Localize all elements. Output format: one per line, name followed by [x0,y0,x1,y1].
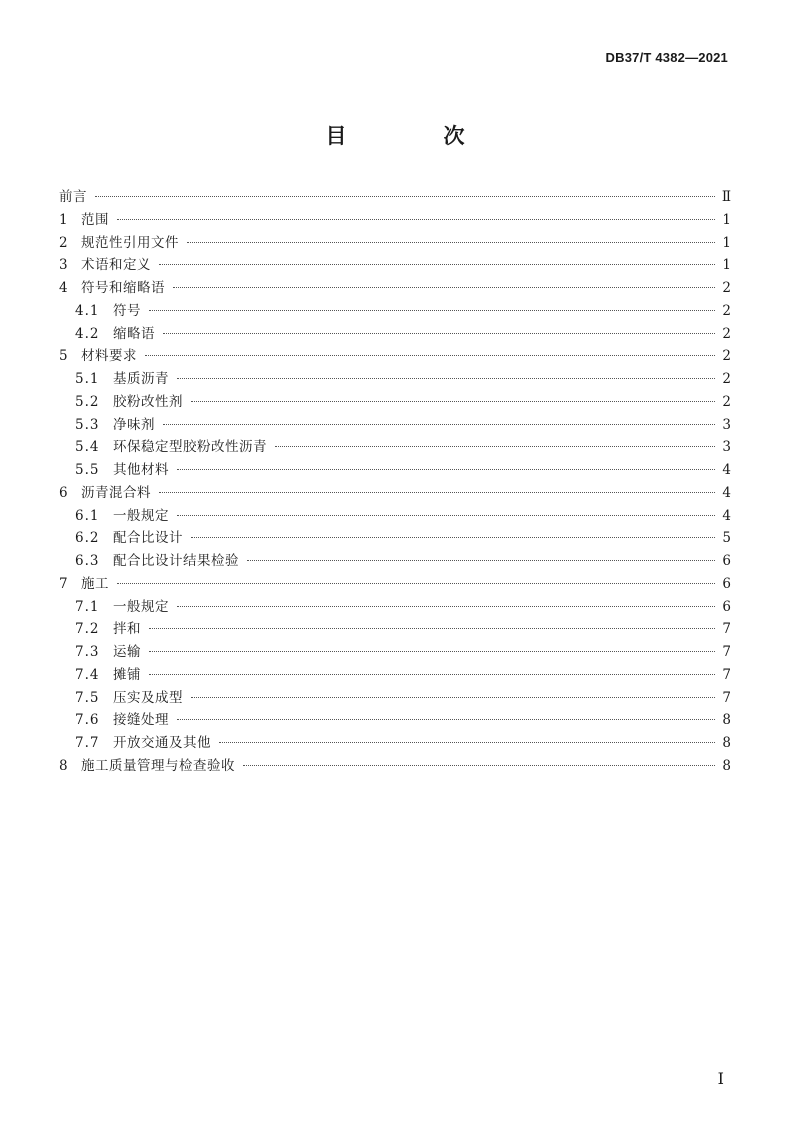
toc-entry-label: 符号和缩略语 [81,280,165,296]
toc-entry-label: 规范性引用文件 [81,234,179,251]
toc-dot-leader [243,765,715,766]
toc-entry-label: 净味剂 [113,416,155,433]
toc-entry[interactable] [59,505,731,528]
toc-entry-number: 7.7 [75,735,100,751]
toc-entry[interactable] [59,596,731,619]
toc-dot-leader [149,310,715,311]
toc-entry[interactable] [59,664,731,687]
toc-entry-page: 7 [722,621,731,638]
toc-entry-number: 5 [59,348,68,365]
toc-dot-leader [219,742,715,743]
toc-entry-page: 6 [722,598,731,615]
toc-entry-number: 7.3 [75,644,100,660]
toc-entry-page: 7 [722,689,731,706]
toc-entry-label: 开放交通及其他 [113,735,211,751]
toc-entry-number: 1 [59,211,68,228]
toc-dot-leader [191,401,715,402]
toc-entry[interactable] [59,254,731,277]
toc-dot-leader [177,378,715,379]
toc-dot-leader [177,719,715,720]
toc-dot-leader [187,242,715,243]
toc-entry[interactable] [59,323,731,346]
toc-entry[interactable] [59,550,731,573]
toc-entry-label: 基质沥青 [113,371,169,387]
toc-entry-label: 范围 [81,211,109,228]
toc-dot-leader [117,583,715,584]
toc-entry[interactable] [59,436,731,459]
toc-entry-label: 施工质量管理与检查验收 [81,757,235,774]
toc-entry-label: 其他材料 [113,462,169,478]
toc-entry-label: 运输 [113,644,141,660]
toc-dot-leader [177,515,715,516]
toc-entry-page: 3 [722,439,731,456]
toc-entry[interactable] [59,186,731,209]
toc-entry-number: 7.6 [75,712,100,729]
toc-entry-page: 1 [722,257,731,274]
toc-entry-label: 配合比设计 [113,530,183,547]
toc-entry-label: 施工 [81,575,109,592]
toc-entry-number: 6 [59,484,68,501]
toc-entry[interactable] [59,687,731,710]
toc-dot-leader [159,492,715,493]
toc-entry-label: 前言 [59,189,87,205]
toc-entry-number: 6.2 [75,530,100,547]
toc-entry-label: 沥青混合料 [81,484,151,501]
toc-dot-leader [275,446,715,447]
toc-entry-label: 接缝处理 [113,712,169,729]
toc-entry-number: 4 [59,280,68,296]
toc-entry[interactable] [59,755,731,778]
toc-entry-label: 一般规定 [113,507,169,524]
toc-entry-label: 术语和定义 [81,257,151,274]
toc-entry-page: 2 [722,302,731,319]
toc-entry-page: 4 [722,507,731,524]
toc-entry[interactable] [59,391,731,414]
toc-entry-page: Ⅱ [721,189,731,205]
toc-entry-number: 5.1 [75,371,100,387]
toc-entry-page: 8 [722,712,731,729]
toc-dot-leader [145,355,715,356]
toc-entry-number: 7.2 [75,621,100,638]
toc-entry-page: 2 [722,371,731,387]
toc-entry-number: 2 [59,234,68,251]
toc-entry-number: 7.4 [75,666,100,683]
toc-entry-number: 6.3 [75,553,100,569]
toc-entry[interactable] [59,573,731,596]
toc-dot-leader [95,196,715,197]
toc-entry[interactable] [59,641,731,664]
toc-entry-number: 7.5 [75,689,100,706]
toc-dot-leader [163,333,715,334]
toc-entry-page: 8 [722,735,731,751]
toc-entry-page: 4 [722,462,731,478]
document-code: DB37/T 4382—2021 [605,50,728,65]
toc-entry-page: 6 [722,575,731,592]
toc-entry-page: 7 [722,644,731,660]
toc-dot-leader [149,651,715,652]
toc-dot-leader [247,560,715,561]
toc-entry[interactable] [59,277,731,300]
toc-entry-page: 1 [722,234,731,251]
toc-dot-leader [191,537,715,538]
toc-dot-leader [149,674,715,675]
toc-entry-label: 胶粉改性剂 [113,393,183,410]
toc-entry-number: 5.5 [75,462,100,478]
toc-entry-number: 4.1 [75,302,100,319]
toc-entry-label: 压实及成型 [113,689,183,706]
toc-entry-number: 5.4 [75,439,100,456]
toc-entry-page: 2 [722,280,731,296]
toc-entry-page: 7 [722,666,731,683]
toc-entry-number: 5.2 [75,393,100,410]
toc-entry[interactable] [59,232,731,255]
toc-entry[interactable] [59,618,731,641]
page-number: I [717,1069,724,1088]
toc-entry-number: 5.3 [75,416,100,433]
toc-entry-label: 配合比设计结果检验 [113,553,239,569]
toc-dot-leader [191,697,715,698]
toc-entry-number: 6.1 [75,507,100,524]
toc-entry-number: 4.2 [75,325,100,342]
toc-entry-number: 8 [59,757,68,774]
toc-entry-page: 5 [722,530,731,547]
toc-entry-label: 材料要求 [81,348,137,365]
toc-entry-page: 8 [722,757,731,774]
toc-entry-page: 1 [722,211,731,228]
toc-entry[interactable] [59,527,731,550]
toc-entry[interactable] [59,368,731,391]
toc-dot-leader [173,287,715,288]
toc-entry-label: 缩略语 [113,325,155,342]
toc-entry[interactable] [59,459,731,482]
toc-entry-page: 6 [722,553,731,569]
toc-entry-number: 7 [59,575,68,592]
toc-entry[interactable] [59,209,731,232]
toc-dot-leader [177,606,715,607]
toc-entry[interactable] [59,732,731,755]
toc-entry-page: 4 [722,484,731,501]
toc-entry[interactable] [59,345,731,368]
toc-dot-leader [163,424,715,425]
toc-entry-label: 环保稳定型胶粉改性沥青 [113,439,267,456]
toc-dot-leader [117,219,715,220]
page-title: 目 次 [325,124,503,148]
toc-entry-label: 一般规定 [113,598,169,615]
toc-entry-number: 3 [59,257,68,274]
toc-entry-page: 2 [722,348,731,365]
toc-entry-label: 摊铺 [113,666,141,683]
table-of-contents [59,186,731,778]
toc-dot-leader [159,264,715,265]
toc-entry-number: 7.1 [75,598,100,615]
toc-entry[interactable] [59,709,731,732]
toc-entry-page: 2 [722,393,731,410]
toc-entry-page: 3 [722,416,731,433]
toc-entry[interactable] [59,414,731,437]
toc-entry-label: 符号 [113,302,141,319]
toc-dot-leader [149,628,715,629]
toc-entry-label: 拌和 [113,621,141,638]
toc-entry[interactable] [59,482,731,505]
toc-dot-leader [177,469,715,470]
toc-entry[interactable] [59,300,731,323]
toc-entry-page: 2 [722,325,731,342]
